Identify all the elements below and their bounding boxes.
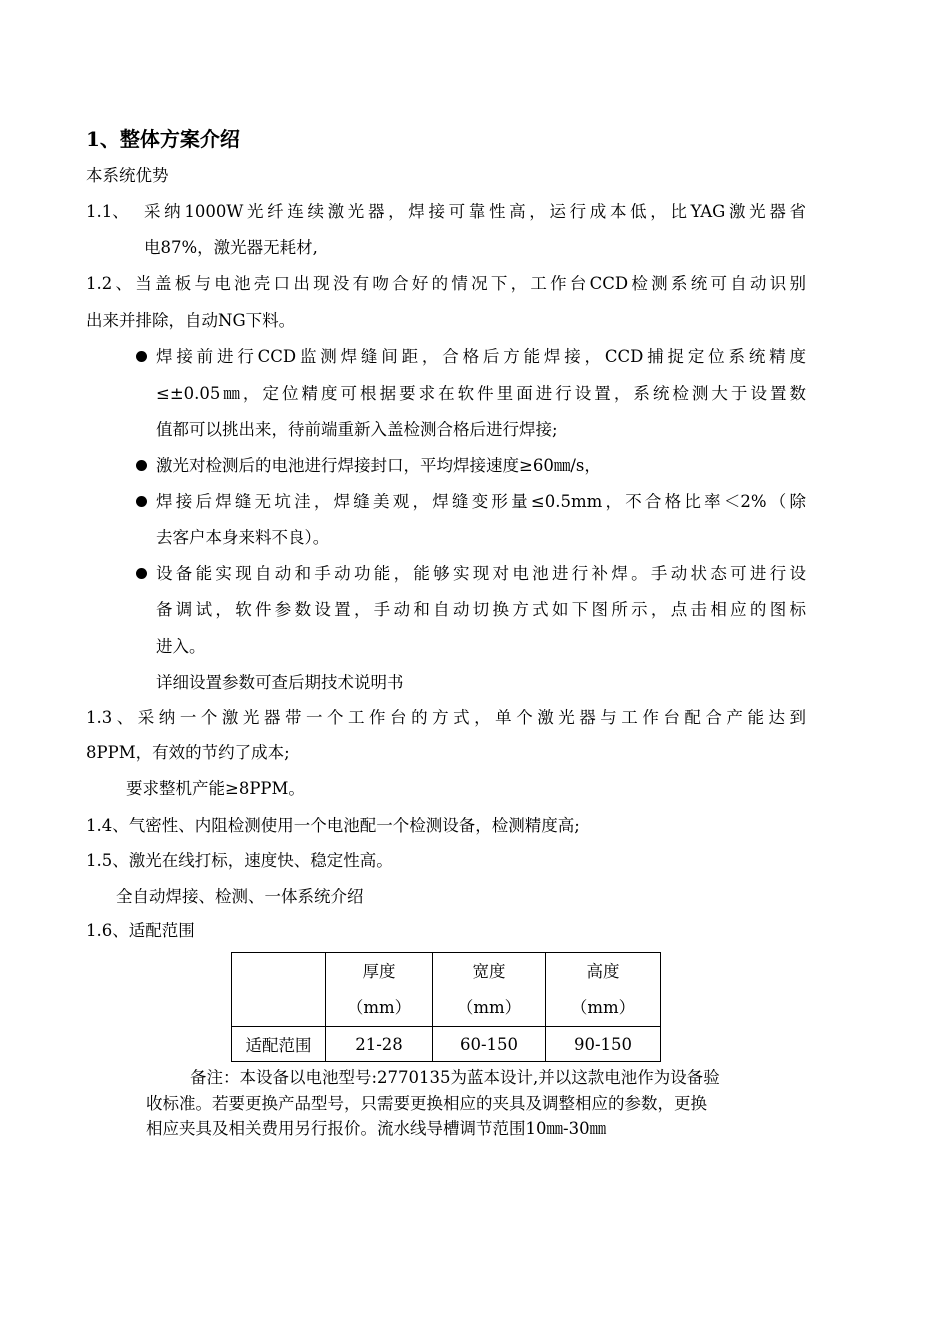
- bullet-icon: [136, 568, 147, 579]
- bullet-3-line2: 去客户本身来料不良）。: [156, 528, 330, 547]
- bullet-icon: [136, 351, 147, 362]
- bullet-icon: [136, 460, 147, 471]
- item-1-3-line2: 8PPM，有效的节约了成本;: [86, 743, 290, 762]
- header-name: 宽度: [472, 961, 506, 981]
- bullet-3-line1: 焊接后焊缝无坑洼，焊缝美观，焊缝变形量≤0.5mm，不合格比率＜2%（除: [156, 492, 806, 511]
- bullet-2-line1: 激光对检测后的电池进行焊接封口，平均焊接速度≥60㎜/s，: [156, 456, 601, 475]
- bullet-1-line2: ≤±0.05㎜，定位精度可根据要求在软件里面进行设置，系统检测大于设置数: [156, 384, 806, 403]
- bullet-1-line1: 焊接前进行CCD监测焊缝间距，合格后方能焊接，CCD捕捉定位系统精度: [156, 347, 806, 366]
- remark-line3: 相应夹具及相关费用另行报价。流水线导槽调节范围10㎜-30㎜: [146, 1119, 607, 1138]
- remark-line1: 备注：本设备以电池型号:2770135为蓝本设计,并以这款电池作为设备验: [190, 1068, 720, 1087]
- item-1-5: 1.5、激光在线打标，速度快、稳定性高。: [86, 851, 393, 870]
- table-header-cell: [326, 953, 433, 1027]
- bullet-1-line3: 值都可以挑出来，待前端重新入盖检测合格后进行焊接;: [156, 420, 558, 439]
- table-cell: 90-150: [546, 1027, 661, 1062]
- row-label-cell: 适配范围: [232, 1027, 326, 1062]
- item-1-6: 1.6、适配范围: [86, 921, 195, 940]
- header-name: 厚度: [362, 961, 396, 981]
- table-header-cell: [433, 953, 546, 1027]
- item-1-1-number: 1.1、: [86, 202, 129, 221]
- bullet-icon: [136, 496, 147, 507]
- bullet-4-line3: 进入。: [156, 637, 206, 656]
- table-row: [232, 1027, 661, 1062]
- table-header-cell: [546, 953, 661, 1027]
- item-1-3-line1: 1.3、采纳一个激光器带一个工作台的方式，单个激光器与工作台配合产能达到: [86, 708, 806, 727]
- table-header-row: [232, 953, 661, 1027]
- fit-range-table: [231, 952, 661, 1062]
- table-corner-cell: [232, 953, 326, 1027]
- header-unit: （mm）: [570, 997, 636, 1017]
- remark-line2: 收标准。若要更换产品型号，只需要更换相应的夹具及调整相应的参数，更换: [146, 1094, 707, 1113]
- table-cell: 60-150: [433, 1027, 546, 1062]
- header-unit: （mm）: [346, 997, 412, 1017]
- bullet-4-line2: 备调试，软件参数设置，手动和自动切换方式如下图所示，点击相应的图标: [156, 600, 806, 619]
- header-name: 高度: [586, 961, 620, 981]
- section-heading: 1、整体方案介绍: [86, 127, 240, 151]
- bullet-4-line1: 设备能实现自动和手动功能，能够实现对电池进行补焊。手动状态可进行设: [156, 564, 806, 583]
- table-cell: 21-28: [326, 1027, 433, 1062]
- item-1-1-line1: 采纳1000W光纤连续激光器，焊接可靠性高，运行成本低，比YAG激光器省: [144, 202, 806, 221]
- item-1-4: 1.4、气密性、内阻检测使用一个电池配一个检测设备，检测精度高;: [86, 816, 580, 835]
- detail-note: 详细设置参数可查后期技术说明书: [156, 673, 404, 692]
- intro-line: 全自动焊接、检测、一体系统介绍: [116, 887, 364, 906]
- item-1-2-line2: 出来并排除，自动NG下料。: [86, 311, 296, 330]
- item-1-1-line2: 电87%，激光器无耗材,: [144, 238, 318, 257]
- header-unit: （mm）: [456, 997, 522, 1017]
- item-1-2-line1: 1.2、当盖板与电池壳口出现没有吻合好的情况下，工作台CCD检测系统可自动识别: [86, 274, 806, 293]
- item-1-3-line3: 要求整机产能≥8PPM。: [126, 779, 305, 798]
- subheading: 本系统优势: [86, 166, 169, 185]
